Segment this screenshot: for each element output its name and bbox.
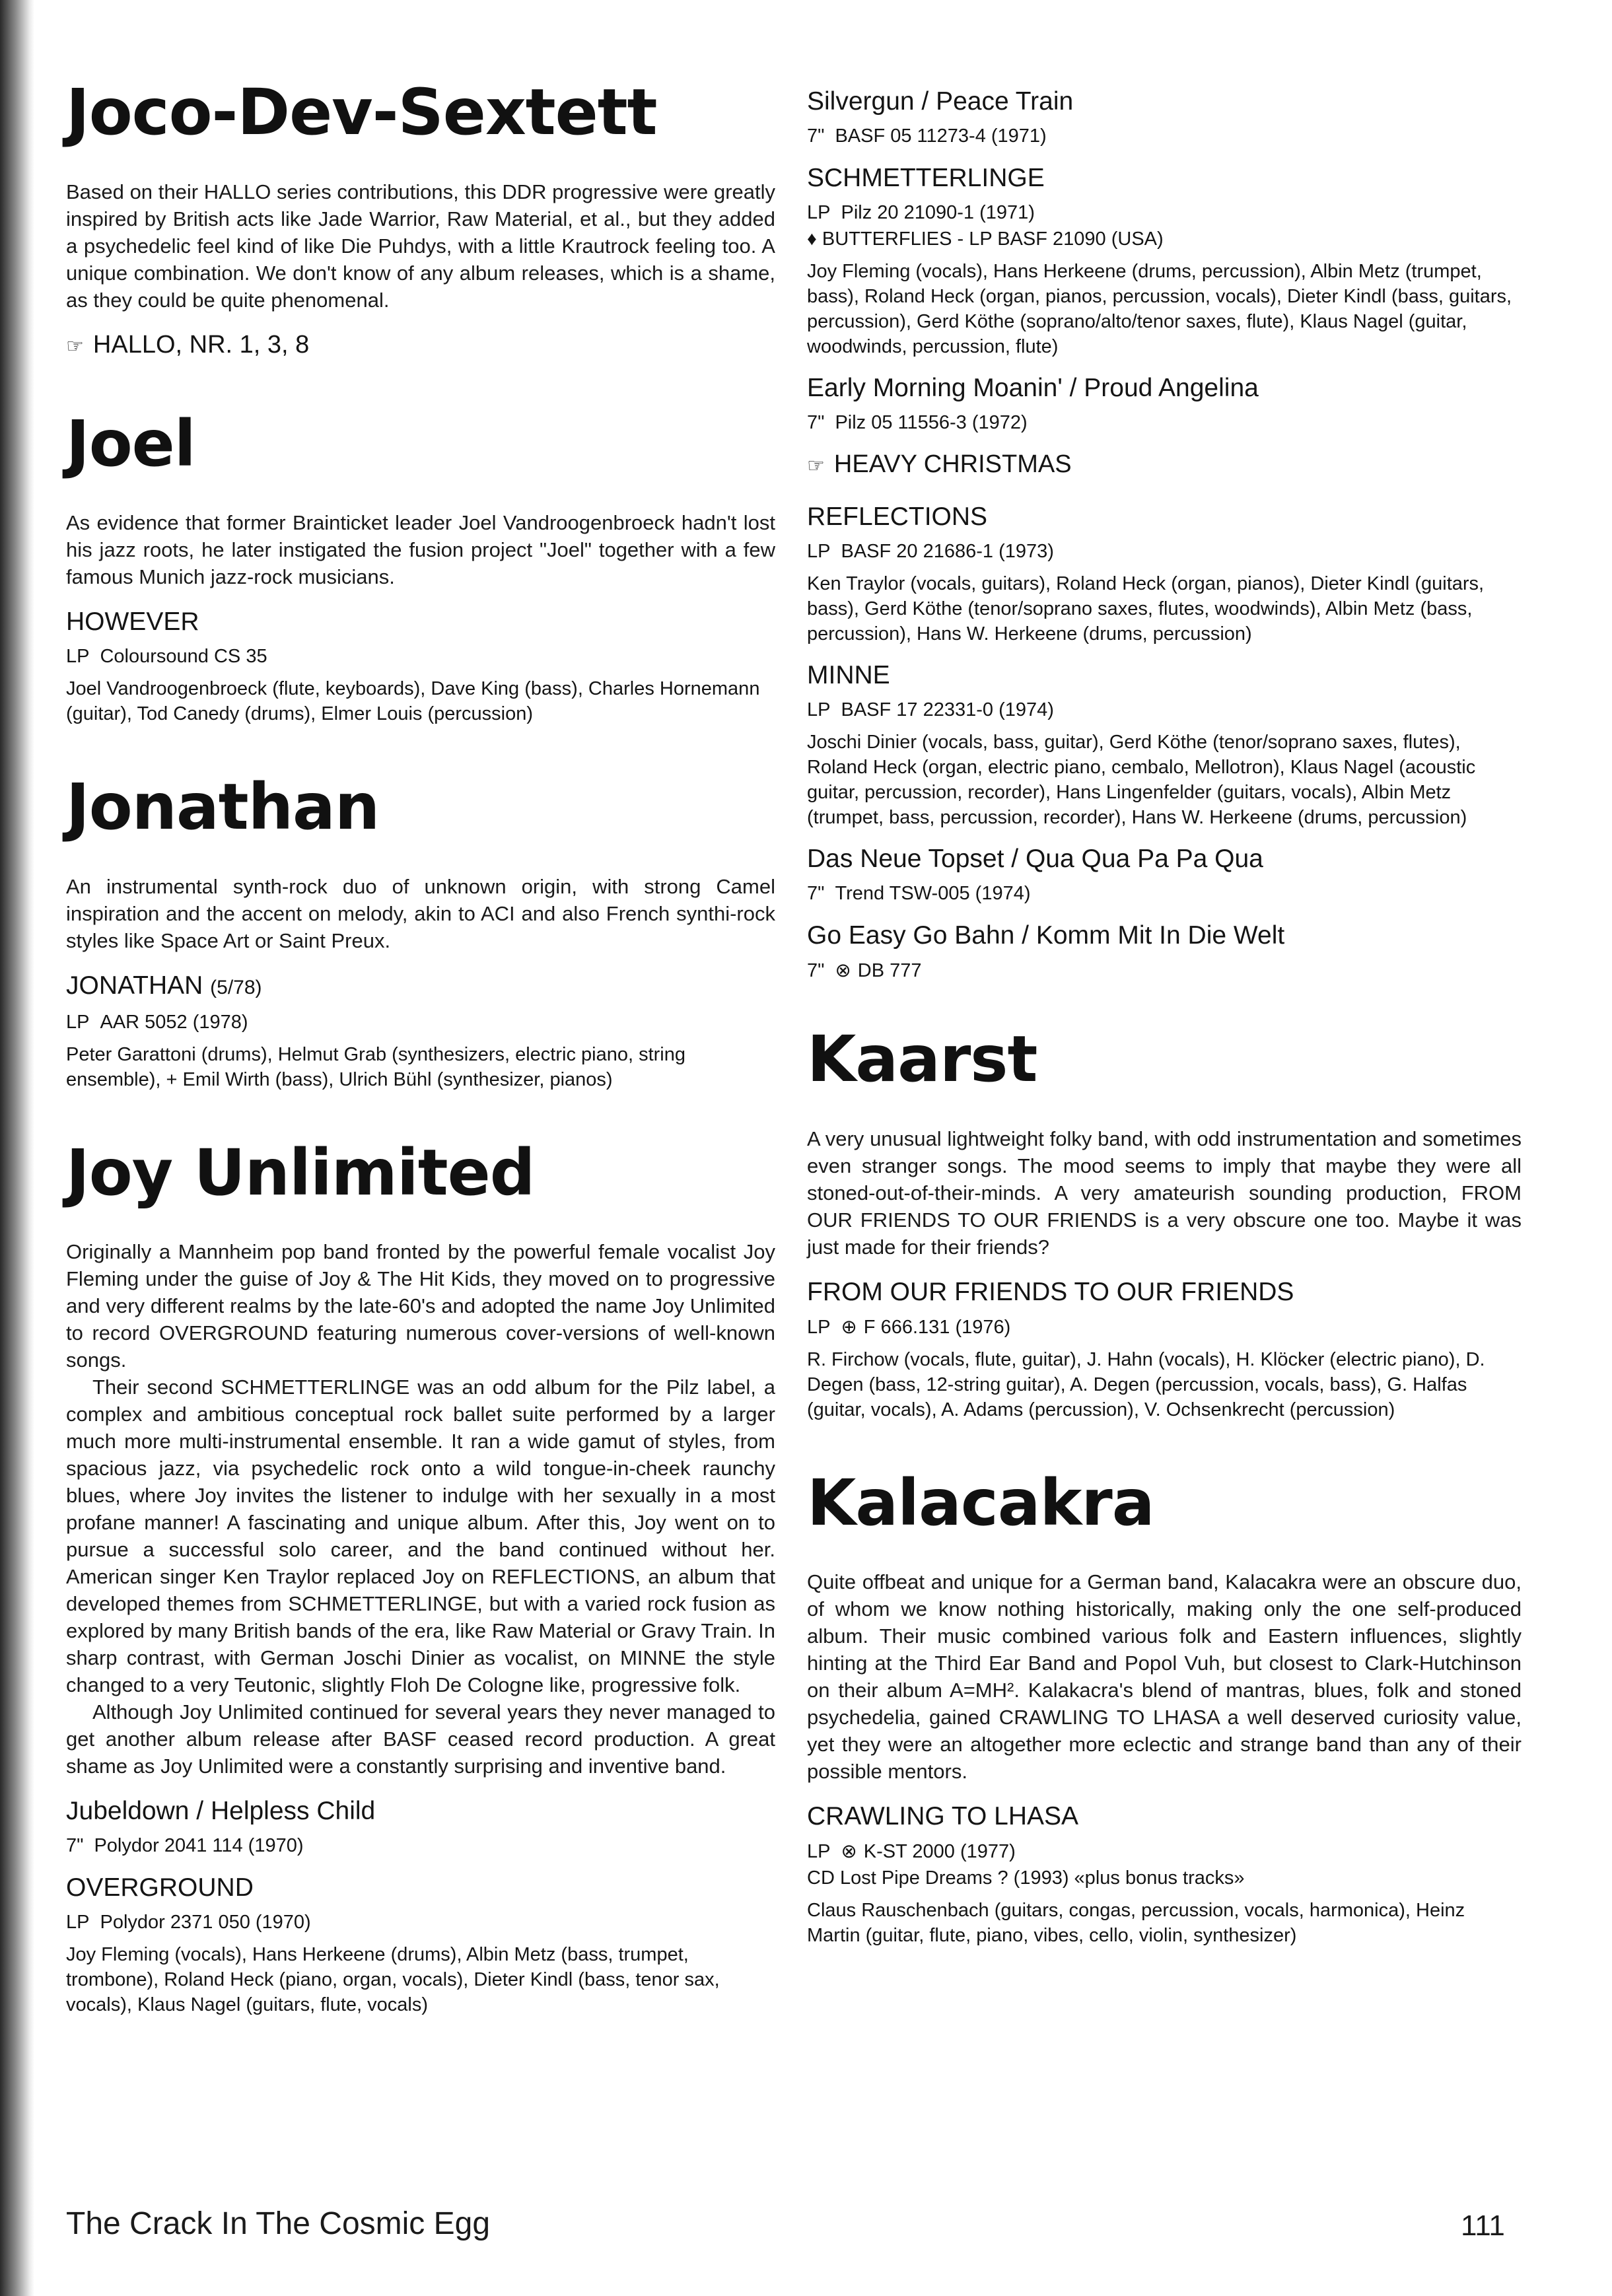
- release-title: REFLECTIONS: [807, 503, 988, 531]
- label-symbol-icon: ⊗: [835, 959, 851, 981]
- release-catalog: LP Polydor 2371 050 (1970): [66, 1912, 311, 1933]
- label-symbol-icon: ⊕: [841, 1315, 857, 1338]
- release-catalog: 7" Trend TSW-005 (1974): [807, 883, 1031, 904]
- pointing-hand-icon: ☞: [807, 454, 825, 477]
- release-catalog: 7" Pilz 05 11556-3 (1972): [807, 412, 1028, 433]
- band-description: An instrumental synth-rock duo of unknown origin, with strong Camel inspiration and the accent on melody, akin to ACI and also French synthi-rock styles like Space Art or Saint Preux.: [66, 874, 775, 952]
- release-alt-issue: CD Lost Pipe Dreams ? (1993) «plus bonus tracks»: [807, 1867, 1245, 1889]
- release-title: JONATHAN (5/78): [66, 971, 262, 1000]
- release-catalog: LP AAR 5052 (1978): [66, 1011, 248, 1033]
- release-title: Das Neue Topset / Qua Qua Pa Pa Qua: [807, 845, 1263, 873]
- right-column: [807, 85, 1522, 1956]
- release-title: CRAWLING TO LHASA: [807, 1802, 1079, 1831]
- release-catalog: LP ⊕ F 666.131 (1976): [807, 1315, 1011, 1338]
- band-name: Kaarst: [807, 1022, 1037, 1096]
- release-personnel: Ken Traylor (vocals, guitars), Roland Heck (organ, pianos), Dieter Kindl (guitars, bass), Gerd Köthe (tenor/soprano saxes, flutes, woodwinds), Albin Metz (bass, percussion), Hans W. Herkeene (drums, percussion): [807, 573, 1485, 644]
- release-alt-issue: ♦ BUTTERFLIES - LP BASF 21090 (USA): [807, 228, 1164, 250]
- band-description: Quite offbeat and unique for a German band, Kalacakra were an obscure duo, of whom we know nothing historically, making only the one self-produced album. Their music combined various folk and Eastern influences, slightly hinting at the Third Ear Band and Popol Vuh, but closest to Clark-Hutchinson on their album A=MH². Kalakacra's blend of mantras, blues, folk and stoned psychedelia, gained CRAWLING TO LHASA a well deserved curiosity value, yet they were an altogether more eclectic and strange band than any of their possible mentors.: [807, 1570, 1522, 1784]
- release-catalog: LP ⊗ K-ST 2000 (1977) CD Lost Pipe Dreams ? (1993) «plus bonus tracks»: [807, 1840, 1245, 1889]
- release-catalog: LP BASF 20 21686-1 (1973): [807, 541, 1054, 562]
- band-name: Joy Unlimited: [66, 1135, 535, 1210]
- page-number: 111: [1461, 2209, 1505, 2242]
- band-description: Originally a Mannheim pop band fronted by the powerful female vocalist Joy Fleming under the guise of Joy & The Hit Kids, they moved on to progressive and very different realms by the late-60's and adopted the name Joy Unlimited to record OVERGROUND featuring numerous cover-versions of well-known songs. Their second SCHMETTERLINGE was an odd album for the Pilz label, a complex and ambitious conceptual rock ballet suite performed by a larger much more multi-instrumental ensemble. It ran a wide gamut of styles, from spacious jazz, via psychedelic rock onto a wild tongue-in-cheek raunchy blues, where Joy invites the listener to indulge with her sexually in a most profane manner! A fascinating and unique album. After this, Joy went on to pursue a successful solo career, and the band continued without her. American singer Ken Traylor replaced Joy on REFLECTIONS, an album that developed themes from SCHMETTERLINGE, but with a varied rock fusion as explored by many British bands of the era, like Raw Material or Gravy Train. In sharp contrast, with German Joschi Dinier as vocalist, on MINNE the style changed to a very Teutonic, slightly Floh De Cologne like, progressive folk. Although Joy Unlimited continued for several years they never managed to get another album release after BASF ceased record production. A great shame as Joy Unlimited were a constantly surprising and inventive band.: [66, 1240, 775, 1778]
- band-description: A very unusual lightweight folky band, with odd instrumentation and sometimes even stranger songs. The mood seems to imply that maybe they were all stoned-out-of-their-minds. A very amateurish sounding production, FROM OUR FRIENDS TO OUR FRIENDS is a very obscure one too. Maybe it was just made for their friends?: [807, 1127, 1522, 1259]
- entry-joy-unlimited-continued: [807, 85, 1522, 984]
- page-binding-shadow: [0, 0, 34, 2296]
- release-title: MINNE: [807, 661, 890, 689]
- release-title: Go Easy Go Bahn / Komm Mit In Die Welt: [807, 921, 1285, 950]
- release-personnel: Joy Fleming (vocals), Hans Herkeene (drums, percussion), Albin Metz (trumpet, bass), Roland Heck (organ, pianos, percussion, vocals), Dieter Kindl (bass, guitars, percussion), Gerd Köthe (soprano/alto/tenor saxes, flute), Klaus Nagel (guitar, woodwinds, percussion, flute): [807, 261, 1512, 357]
- release-title: FROM OUR FRIENDS TO OUR FRIENDS: [807, 1277, 1294, 1306]
- release-catalog: 7" Polydor 2041 114 (1970): [66, 1835, 304, 1857]
- release-personnel: Claus Rauschenbach (guitars, congas, percussion, vocals, harmonica), Heinz Martin (guitar, flute, piano, vibes, cello, violin, synthesizer): [807, 1900, 1465, 1947]
- book-title-footer: The Crack In The Cosmic Egg: [66, 2206, 491, 2241]
- band-name: Jonathan: [66, 770, 380, 845]
- release-title: HOWEVER: [66, 608, 199, 637]
- band-name: Joel: [66, 406, 195, 481]
- release-catalog: LP Coloursound CS 35: [66, 646, 267, 668]
- release-title: SCHMETTERLINGE: [807, 164, 1045, 192]
- band-description: Based on their HALLO series contributions, this DDR progressive were greatly inspired by British acts like Jade Warrior, Raw Material, et al., but they added a psychedelic feel kind of like Die Puhdys, with a little Krautrock feeling too. A unique combination. We don't know of any album releases, which is a shame, as they could be quite phenomenal.: [66, 180, 775, 312]
- release-personnel: Joel Vandroogenbroeck (flute, keyboards), Dave King (bass), Charles Hornemann (guitar), Tod Canedy (drums), Elmer Louis (percussion): [66, 678, 760, 725]
- label-symbol-icon: ⊗: [841, 1840, 857, 1863]
- release-title: Early Morning Moanin' / Proud Angelina: [807, 374, 1259, 402]
- entry-jonathan: [66, 770, 775, 1092]
- release-title: Silvergun / Peace Train: [807, 87, 1074, 116]
- see-also: ☞ HALLO, NR. 1, 3, 8: [66, 330, 310, 359]
- entry-joel: [66, 406, 775, 727]
- release-personnel: Joy Fleming (vocals), Hans Herkeene (drums), Albin Metz (bass, trumpet, trombone), Roland Heck (piano, organ, vocals), Dieter Kindl (bass, tenor sax, vocals), Klaus Nagel (guitars, flute, vocals): [66, 1944, 720, 2016]
- band-description: As evidence that former Brainticket leader Joel Vandroogenbroeck hadn't lost his jazz roots, he later instigated the fusion project "Joel" together with a few famous Munich jazz-rock musicians.: [66, 511, 775, 589]
- release-title: OVERGROUND: [66, 1873, 254, 1902]
- release-catalog: 7" ⊗ DB 777: [807, 959, 922, 981]
- see-also: ☞ HEAVY CHRISTMAS: [807, 450, 1072, 478]
- release-title: Jubeldown / Helpless Child: [66, 1797, 376, 1826]
- entry-joy-unlimited: [66, 1135, 775, 2018]
- release-catalog: 7" BASF 05 11273-4 (1971): [807, 125, 1047, 147]
- band-name: Kalacakra: [807, 1465, 1154, 1540]
- band-name: Joco-Dev-Sextett: [66, 75, 657, 149]
- left-column: [66, 75, 775, 2025]
- release-personnel: Joschi Dinier (vocals, bass, guitar), Gerd Köthe (tenor/soprano saxes, flutes), Roland Heck (organ, electric piano, cembalo, Mellotron), Klaus Nagel (acoustic guitar, percussion, recorder), Hans Lingenfelder (guitars, vocals), Albin Metz (trumpet, bass, percussion, recorder), Hans W. Herkeene (drums, percussion): [807, 732, 1476, 828]
- release-catalog: LP Pilz 20 21090-1 (1971) ♦ BUTTERFLIES - LP BASF 21090 (USA): [807, 202, 1164, 250]
- release-personnel: R. Firchow (vocals, flute, guitar), J. Hahn (vocals), H. Klöcker (electric piano), D. Degen (bass, 12-string guitar), A. Degen (percussion, vocals, bass), G. Halfas (guitar, vocals), A. Adams (percussion), V. Ochsenkrecht (percussion): [807, 1348, 1485, 1420]
- entry-kalacakra: [807, 1465, 1522, 1949]
- entry-joco-dev-sextett: [66, 75, 775, 363]
- pointing-hand-icon: ☞: [66, 334, 84, 358]
- release-personnel: Peter Garattoni (drums), Helmut Grab (synthesizers, electric piano, string ensemble), + Emil Wirth (bass), Ulrich Bühl (synthesizer, pianos): [66, 1043, 685, 1090]
- release-catalog: LP BASF 17 22331-0 (1974): [807, 699, 1054, 720]
- entry-kaarst: [807, 1022, 1522, 1422]
